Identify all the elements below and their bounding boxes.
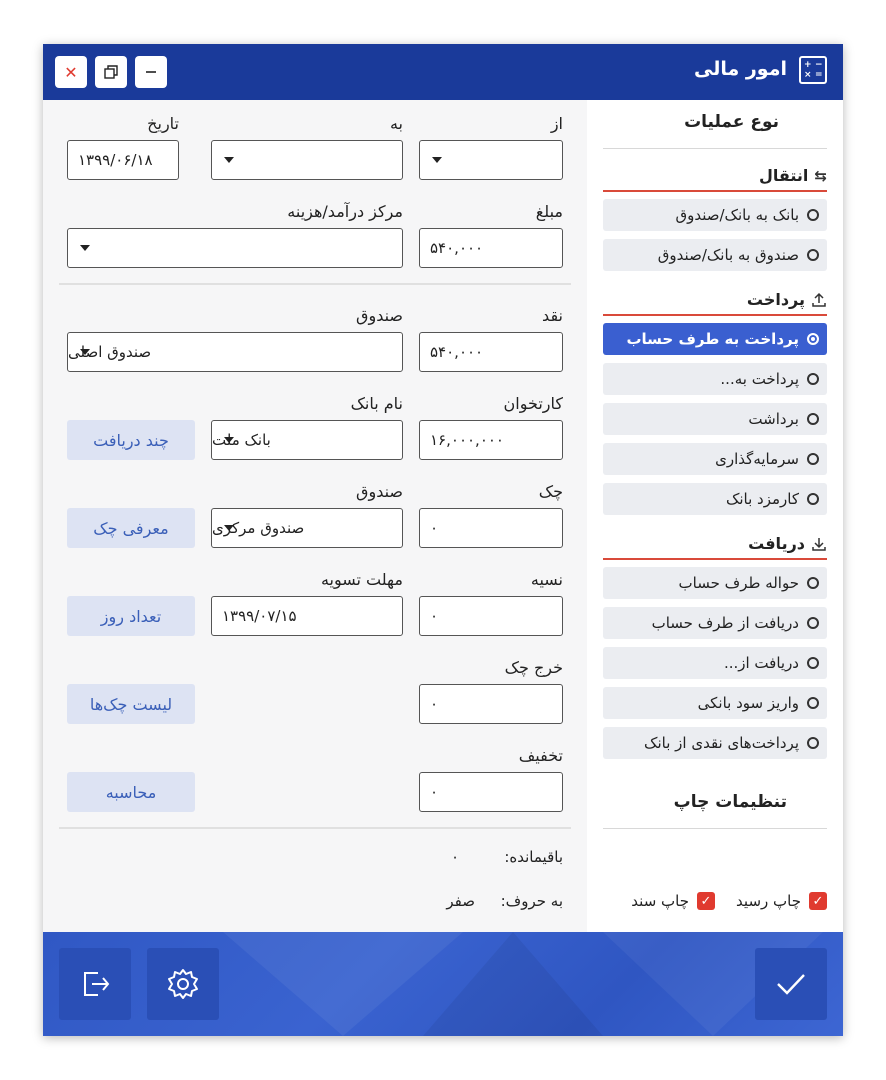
cashbox-value: صندوق اصلی [68,343,152,361]
amount-label: مبلغ [535,202,563,221]
remaining-value: ۰ [450,848,459,866]
transfer-icon: ⇆ [814,166,827,185]
date-label: تاریخ [147,114,179,133]
radio-button[interactable] [807,413,819,425]
radio-button[interactable] [807,617,819,629]
restore-button[interactable] [95,56,127,88]
radio-button[interactable] [807,249,819,261]
option-pay-to[interactable]: پرداخت به... [603,363,827,395]
credit-label: نسیه [530,570,563,589]
close-button[interactable] [55,56,87,88]
divider [603,148,827,149]
chevron-down-icon [432,157,442,163]
option-withdraw[interactable]: برداشت [603,403,827,435]
in-words-value: صفر [446,892,475,910]
to-label: به [389,114,403,133]
introduce-check-button[interactable]: معرفی چک [67,508,195,548]
group-title-payment: پرداخت [747,290,827,309]
option-cash-to-bank[interactable]: صندوق به بانک/صندوق [603,239,827,271]
bank-name-label: نام بانک [350,394,403,413]
spend-check-label: خرج چک [504,658,563,677]
settlement-date-field[interactable]: ۱۳۹۹/۰۷/۱۵ [211,596,403,636]
restore-icon [104,65,118,79]
card-reader-field[interactable]: ۱۶,۰۰۰,۰۰۰ [419,420,563,460]
option-receive-account[interactable]: دریافت از طرف حساب [603,607,827,639]
option-receive-from[interactable]: دریافت از... [603,647,827,679]
card-reader-label: کارتخوان [503,394,563,413]
option-investment[interactable]: سرمایه‌گذاری [603,443,827,475]
radio-button[interactable] [807,697,819,709]
from-select[interactable] [419,140,563,180]
chevron-down-icon [224,157,234,163]
radio-button[interactable] [807,373,819,385]
radio-button[interactable] [807,493,819,505]
option-account-remittance[interactable]: حواله طرف حساب [603,567,827,599]
exit-button[interactable] [59,948,131,1020]
radio-button[interactable] [807,737,819,749]
cashbox-select[interactable] [67,332,403,372]
in-words-label: به حروف: [500,892,563,910]
settlement-label: مهلت تسویه [320,570,403,589]
group-underline [603,190,827,192]
chevron-down-icon [224,525,234,531]
radio-button[interactable] [807,453,819,465]
checkmark-icon [773,966,809,1002]
section-divider [59,283,571,285]
check-list-button[interactable]: لیست چک‌ها [67,684,195,724]
minimize-icon [144,65,158,79]
remaining-label: باقیمانده: [504,848,563,866]
spend-check-field[interactable]: ۰ [419,684,563,724]
check-cashbox-select[interactable] [211,508,403,548]
cashbox-label: صندوق [356,306,403,325]
close-icon: ✕ [64,62,78,82]
chevron-down-icon [80,245,90,251]
radio-button[interactable] [807,577,819,589]
check-cashbox-label: صندوق [356,482,403,501]
check-label: چک [538,482,563,501]
finance-window [43,44,843,1036]
multi-receive-button[interactable]: چند دریافت [67,420,195,460]
option-bank-to-bank[interactable]: بانک به بانک/صندوق [603,199,827,231]
calculate-button[interactable]: محاسبه [67,772,195,812]
chevron-down-icon [80,349,90,355]
bank-name-value: بانک ملت [212,431,271,449]
cash-field[interactable]: ۵۴۰,۰۰۰ [419,332,563,372]
group-underline [603,558,827,560]
divider [603,828,827,829]
option-bank-cash-payments[interactable]: پرداخت‌های نقدی از بانک [603,727,827,759]
check-cashbox-value: صندوق مرکزی [212,519,305,537]
group-title-receive: دریافت [748,534,827,553]
section-divider [59,827,571,829]
option-bank-fee[interactable]: کارمزد بانک [603,483,827,515]
print-settings-heading: تنظیمات چاپ [673,792,787,812]
check-field[interactable]: ۰ [419,508,563,548]
cost-center-label: مرکز درآمد/هزینه [287,202,403,221]
date-field[interactable]: ۱۳۹۹/۰۶/۱۸ [67,140,179,180]
option-bank-interest[interactable]: واریز سود بانکی [603,687,827,719]
print-receipt-checkbox[interactable]: ✓ [809,892,827,910]
footer-pattern [423,932,603,1036]
group-title-transfer: ⇆ انتقال [758,166,827,185]
radio-button[interactable] [807,657,819,669]
confirm-button[interactable] [755,948,827,1020]
cost-center-select[interactable] [67,228,403,268]
print-document-row[interactable]: ✓ چاپ سند [631,892,715,910]
footer-bar [43,932,843,1036]
exit-icon [78,967,112,1001]
minimize-button[interactable] [135,56,167,88]
from-label: از [550,114,563,133]
gear-icon [165,966,201,1002]
chevron-down-icon [224,437,234,443]
cash-label: نقد [542,306,563,325]
title-bar [43,44,843,100]
discount-field[interactable]: ۰ [419,772,563,812]
upload-icon [811,292,827,308]
group-underline [603,314,827,316]
discount-label: تخفیف [518,746,563,765]
settings-button[interactable] [147,948,219,1020]
amount-field[interactable]: ۵۴۰,۰۰۰ [419,228,563,268]
calculator-icon: + − × = [799,56,827,84]
operation-type-sidebar [587,100,843,932]
operation-type-heading: نوع عملیات [684,112,779,132]
option-pay-account[interactable]: پرداخت به طرف حساب [603,323,827,355]
to-select[interactable] [211,140,403,180]
print-document-checkbox[interactable]: ✓ [697,892,715,910]
window-title: امور مالی [694,58,787,80]
download-icon [811,536,827,552]
print-receipt-row[interactable]: ✓ چاپ رسید [736,892,827,910]
credit-field[interactable]: ۰ [419,596,563,636]
days-count-button[interactable]: تعداد روز [67,596,195,636]
bank-name-select[interactable] [211,420,403,460]
radio-button-selected[interactable] [807,333,819,345]
radio-button[interactable] [807,209,819,221]
